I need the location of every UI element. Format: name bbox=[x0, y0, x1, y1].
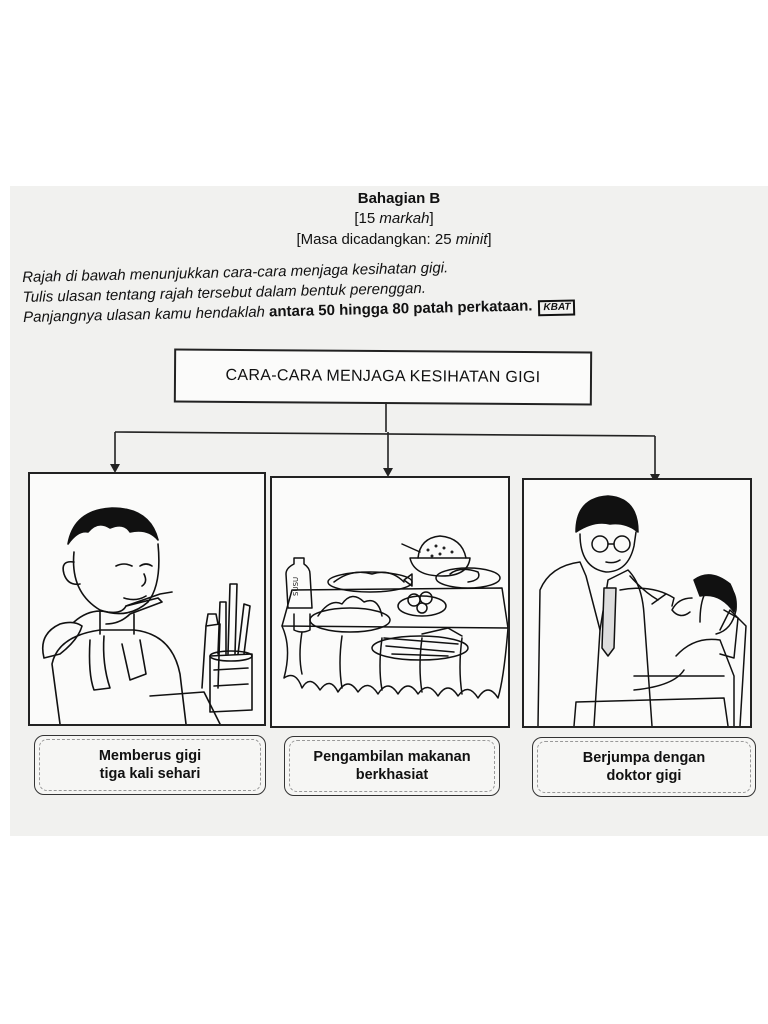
instruction-line-2: Tulis ulasan tentang rajah tersebut dalam bentuk perenggan. bbox=[22, 279, 427, 306]
caption-healthy-food bbox=[284, 736, 500, 796]
caption-brushing-teeth-line-2: tiga kali sehari bbox=[99, 766, 201, 782]
marks-prefix: [15 bbox=[354, 210, 380, 227]
caption-brushing-teeth bbox=[34, 735, 266, 795]
caption-healthy-food-line-1: Pengambilan makanan bbox=[313, 749, 471, 765]
instruction-line-1: Rajah di bawah menunjukkan cara-cara menjaga kesihatan gigi. bbox=[22, 259, 449, 286]
dentist-visit-illustration bbox=[524, 480, 750, 726]
caption-dentist-visit bbox=[532, 737, 756, 797]
boy-brushing-teeth-illustration bbox=[30, 474, 264, 724]
time-suffix: ] bbox=[487, 231, 492, 248]
time-prefix: [Masa dicadangkan: 25 bbox=[296, 231, 456, 248]
caption-brushing-teeth-line-1: Memberus gigi bbox=[98, 748, 202, 764]
panel-brushing-teeth bbox=[28, 472, 266, 726]
healthy-food-table-illustration bbox=[272, 478, 508, 726]
caption-healthy-food-line-2: berkhasiat bbox=[355, 767, 429, 783]
panel-dentist-visit bbox=[522, 478, 752, 728]
kbat-badge: KBAT bbox=[538, 299, 575, 316]
caption-dentist-visit-line-1: Berjumpa dengan bbox=[582, 750, 706, 766]
time-word: minit bbox=[455, 231, 488, 248]
instruction-line-3-text: Panjangnya ulasan kamu hendaklah bbox=[22, 303, 270, 326]
word-count-requirement: antara 50 hingga 80 patah perkataan. bbox=[268, 297, 533, 321]
panel-healthy-food bbox=[270, 476, 510, 728]
marks-word: markah bbox=[379, 210, 430, 227]
milk-label: SUSU bbox=[292, 576, 300, 596]
caption-dentist-visit-line-2: doktor gigi bbox=[606, 768, 682, 784]
section-title: Bahagian B bbox=[357, 190, 441, 207]
marks-suffix: ] bbox=[429, 210, 434, 227]
diagram-title: CARA-CARA MENJAGA KESIHATAN GIGI bbox=[225, 366, 541, 387]
